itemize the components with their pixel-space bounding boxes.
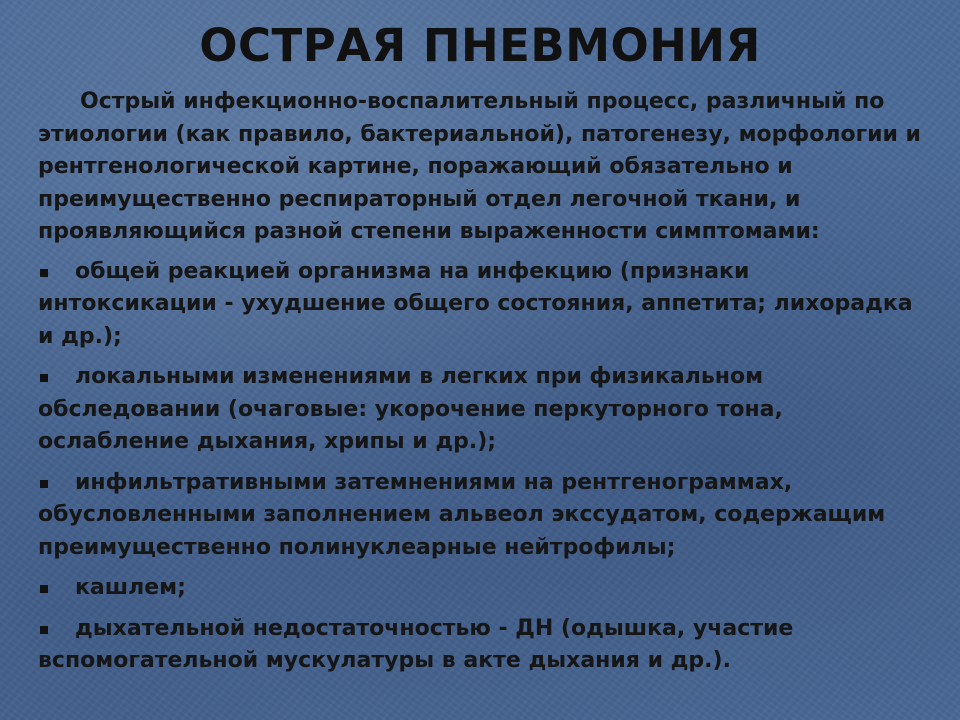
bullet-text: дыхательной недостаточностью - ДН (одышка, участие вспомогательной мускулатуры в акте дыхания и др.). [38, 615, 794, 673]
bullet-item [38, 572, 933, 605]
square-bullet-icon [40, 480, 48, 488]
square-bullet-icon [40, 374, 48, 382]
bullet-item [38, 361, 933, 459]
bullet-text: локальными изменениями в легких при физикальном обследовании (очаговые: укорочение перкуторного тона, ослабление дыхания, хрипы и др.); [38, 364, 783, 454]
bullet-item [38, 613, 933, 678]
bullet-text: кашлем; [75, 575, 186, 600]
bullet-item [38, 467, 933, 565]
bullet-text: инфильтративными затемнениями на рентгенограммах, обусловленными заполнением альвеол экссудатом, содержащим преимущественно полинуклеарные нейтрофилы; [38, 469, 886, 560]
slide-title: ОСТРАЯ ПНЕВМОНИЯ [199, 19, 761, 72]
bullet-item [38, 256, 933, 354]
square-bullet-icon [40, 585, 48, 593]
bullet-text: общей реакцией организма на инфекцию (признаки интоксикации - ухудшение общего состояния, аппетита; лихорадка и др.); [38, 258, 913, 349]
slide-content [38, 86, 933, 686]
bullet-list [38, 256, 933, 678]
square-bullet-icon [40, 626, 48, 634]
square-bullet-icon [40, 269, 48, 277]
intro-paragraph: Острый инфекционно-воспалительный процесс, различный по этиологии (как правило, бактериальной), патогенезу, морфологии и рентгенологической картине, поражающий обязательно и преимущественно респираторный отдел легочной ткани, и проявляющийся разной степени выраженности симптомами: [38, 89, 921, 244]
